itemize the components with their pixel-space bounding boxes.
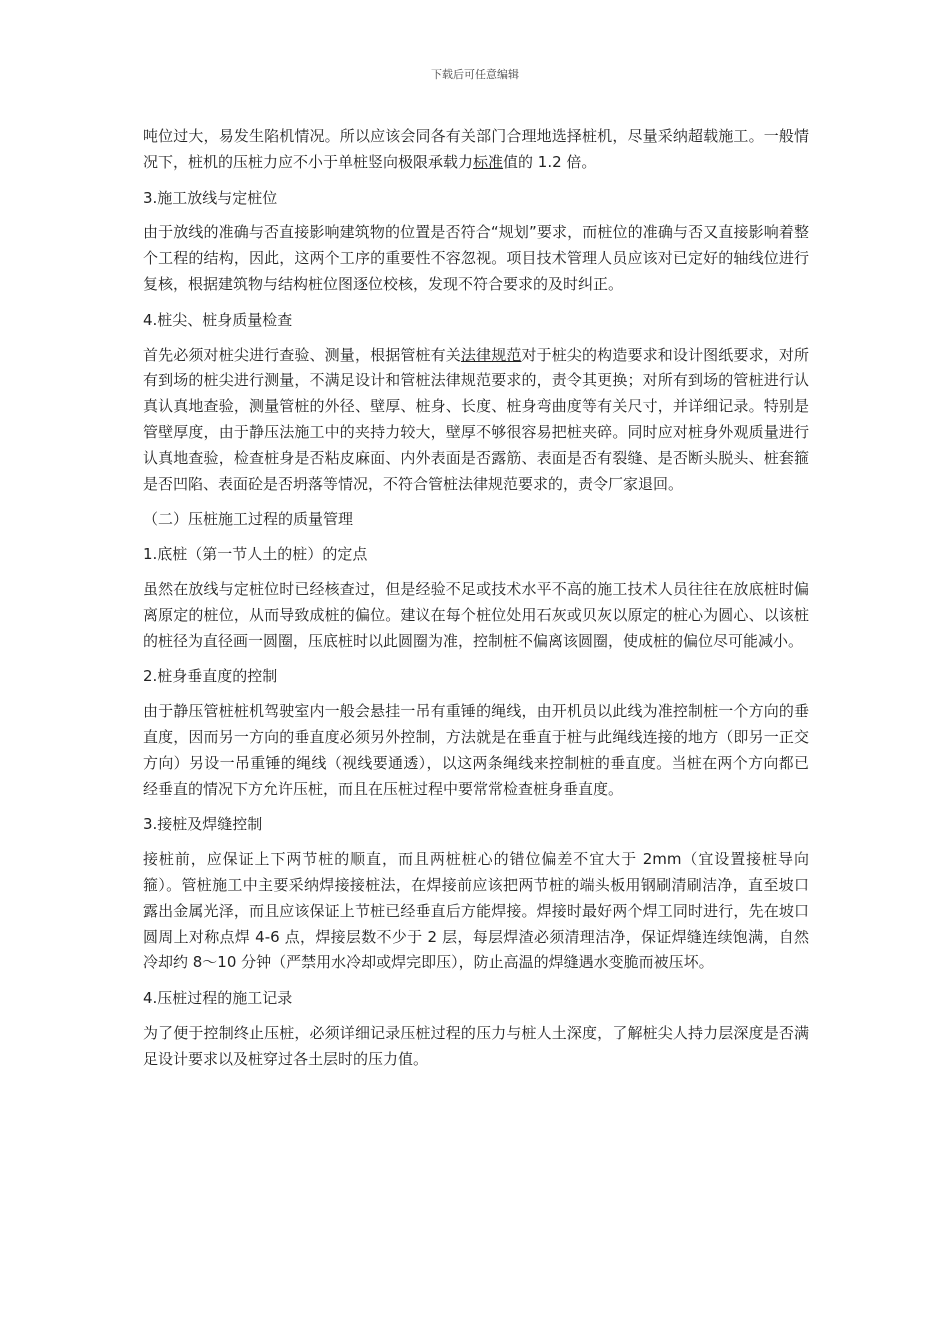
text-run: 对于桩尖的构造要求和设计图纸要求，对所有到场的桩尖进行测量，不满足设计和管桩法律规范要求的，责令其更换；对所有到场的管桩进行认真认真地查验，测量管桩的外径、壁厚、桩身、长度、桩身弯曲度等有关尺寸，并详细记录。特别是管壁厚度，由于静压法施工中的夹持力较大，壁厚不够很容易把桩夹碎。同时应对桩身外观质量进行认真地查验，检查桩身是否粘皮麻面、内外表面是否露筋、表面是否有裂缝、是否断头脱头、桩套箍是否凹陷、表面砼是否坍落等情况，不符合管桩法律规范要求的，责令厂家退回。	[143, 345, 809, 493]
section-heading	[143, 507, 809, 533]
text-run: 4.压桩过程的施工记录	[143, 989, 293, 1008]
text-run: 由于放线的准确与否直接影响建筑物的位置是否符合“规划”要求，而桩位的准确与否又直接影响着整个工程的结构，因此，这两个工序的重要性不容忽视。项目技术管理人员应该对已定好的轴线位进行复核，根据建筑物与结构桩位图逐位校核，发现不符合要求的及时纠正。	[143, 223, 809, 293]
section-heading	[143, 542, 809, 568]
text-run: 3.接桩及焊缝控制	[143, 815, 263, 834]
section-heading	[143, 664, 809, 690]
paragraph	[143, 220, 809, 297]
text-run: 3.施工放线与定桩位	[143, 188, 278, 207]
text-run: （二）压桩施工过程的质量管理	[143, 510, 354, 529]
section-heading	[143, 186, 809, 212]
paragraph	[143, 124, 809, 176]
text-run: 1.底桩（第一节人土的桩）的定点	[143, 545, 368, 564]
paragraph	[143, 847, 809, 976]
text-run: 接桩前，应保证上下两节桩的顺直，而且两桩桩心的错位偏差不宜大于 2mm（宜设置接桩导向箍）。管桩施工中主要采纳焊接接桩法，在焊接前应该把两节桩的端头板用钢刷清刷洁净，直至坡口露出金属光泽，而且应该保证上节桩已经垂直后方能焊接。焊接时最好两个焊工同时进行，先在坡口圆周上对称点焊 4-6 点，焊接层数不少于 2 层，每层焊渣必须清理洁净，保证焊缝连续饱满，自然冷却约 8～10 分钟（严禁用水冷却或焊完即压），防止高温的焊缝遇水变脆而被压坏。	[143, 850, 809, 972]
underlined-link[interactable]: 法律规范	[460, 345, 522, 364]
text-run: 首先必须对桩尖进行查验、测量，根据管桩有关	[143, 345, 461, 364]
text-run: 值的 1.2 倍。	[503, 152, 597, 171]
paragraph	[143, 699, 809, 802]
text-run: 由于静压管桩桩机驾驶室内一般会悬挂一吊有重锤的绳线，由开机员以此线为准控制桩一个方向的垂直度，因而另一方向的垂直度必须另外控制，方法就是在垂直于桩与此绳线连接的地方（即另一正交方向）另设一吊重锤的绳线（视线要通透），以这两条绳线来控制桩的垂直度。当桩在两个方向都已经垂直的情况下方允许压桩，而且在压桩过程中要常常检查桩身垂直度。	[143, 702, 809, 798]
text-run: 虽然在放线与定桩位时已经核查过，但是经验不足或技术水平不高的施工技术人员往往在放底桩时偏离原定的桩位，从而导致成桩的偏位。建议在每个桩位处用石灰或贝灰以原定的桩心为圆心、以该桩的桩径为直径画一圆圈，压底桩时以此圆圈为准，控制桩不偏离该圆圈，使成桩的偏位尽可能减小。	[143, 579, 809, 650]
text-run: 吨位过大，易发生陷机情况。所以应该会同各有关部门合理地选择桩机，尽量采纳超载施工。一般情况下，桩机的压桩力应不小于单桩竖向极限承载力	[143, 127, 809, 171]
paragraph	[143, 1021, 809, 1073]
section-heading	[143, 308, 809, 334]
paragraph	[143, 577, 809, 654]
section-heading	[143, 986, 809, 1012]
section-heading	[143, 812, 809, 838]
text-run: 为了便于控制终止压桩，必须详细记录压桩过程的压力与桩人土深度，了解桩尖人持力层深度是否满足设计要求以及桩穿过各土层时的压力值。	[143, 1023, 809, 1068]
paragraph	[143, 343, 809, 498]
page-header: 下载后可任意编辑	[431, 68, 519, 81]
text-run: 2.桩身垂直度的控制	[143, 667, 278, 686]
underlined-link[interactable]: 标准	[473, 152, 504, 171]
document-body	[143, 124, 809, 1083]
text-run: 4.桩尖、桩身质量检查	[143, 310, 293, 329]
